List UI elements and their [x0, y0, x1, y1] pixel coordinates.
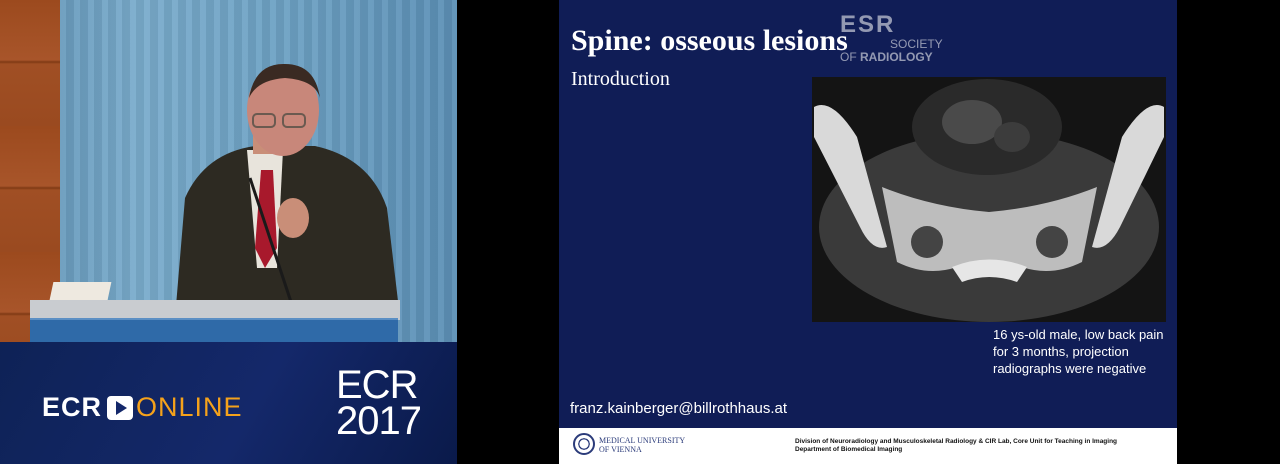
esr-logo — [840, 11, 943, 64]
department-line1: Division of Neuroradiology and Musculoskeletal Radiology & CIR Lab, Core Unit for Teaching in Imaging — [795, 438, 1118, 445]
esr-society-text: SOCIETY — [890, 37, 943, 51]
presentation-slide — [559, 0, 1177, 428]
ecr-word: ECR — [42, 392, 103, 422]
department-info — [795, 438, 1117, 454]
esr-mark: ESR — [840, 11, 896, 38]
university-seal-icon — [573, 433, 595, 455]
speaker-video[interactable] — [0, 0, 457, 464]
ecr-year-bottom: 2017 — [336, 399, 421, 443]
ecr-online-logo — [42, 392, 243, 423]
esr-radiology-word: RADIOLOGY — [860, 50, 933, 64]
case-caption: 16 ys-old male, low back pain for 3 months, projection radiographs were negative — [993, 327, 1164, 376]
slide-subtitle: Introduction — [571, 68, 670, 90]
department-line2: Department of Biomedical Imaging — [795, 446, 903, 453]
play-icon — [107, 396, 133, 420]
university-name-line2: OF VIENNA — [599, 445, 642, 454]
slide-title: Spine: osseous lesions — [571, 24, 848, 57]
university-name-line1: MEDICAL UNIVERSITY — [599, 436, 686, 445]
esr-of-text: OF — [840, 50, 860, 64]
ecr-year-top: ECR — [336, 363, 418, 407]
video-frame — [0, 0, 457, 342]
speaker-figure — [165, 58, 400, 318]
online-word: ONLINE — [136, 392, 243, 422]
ecr-2017-logo — [336, 363, 421, 443]
podium-desk — [30, 300, 400, 320]
slide-footer — [559, 428, 1177, 464]
author-email: franz.kainberger@billrothhaus.at — [570, 400, 788, 417]
podium — [30, 318, 398, 342]
university-name — [599, 436, 685, 454]
esr-radiology-text — [840, 51, 933, 63]
ct-scan-image — [812, 77, 1166, 322]
